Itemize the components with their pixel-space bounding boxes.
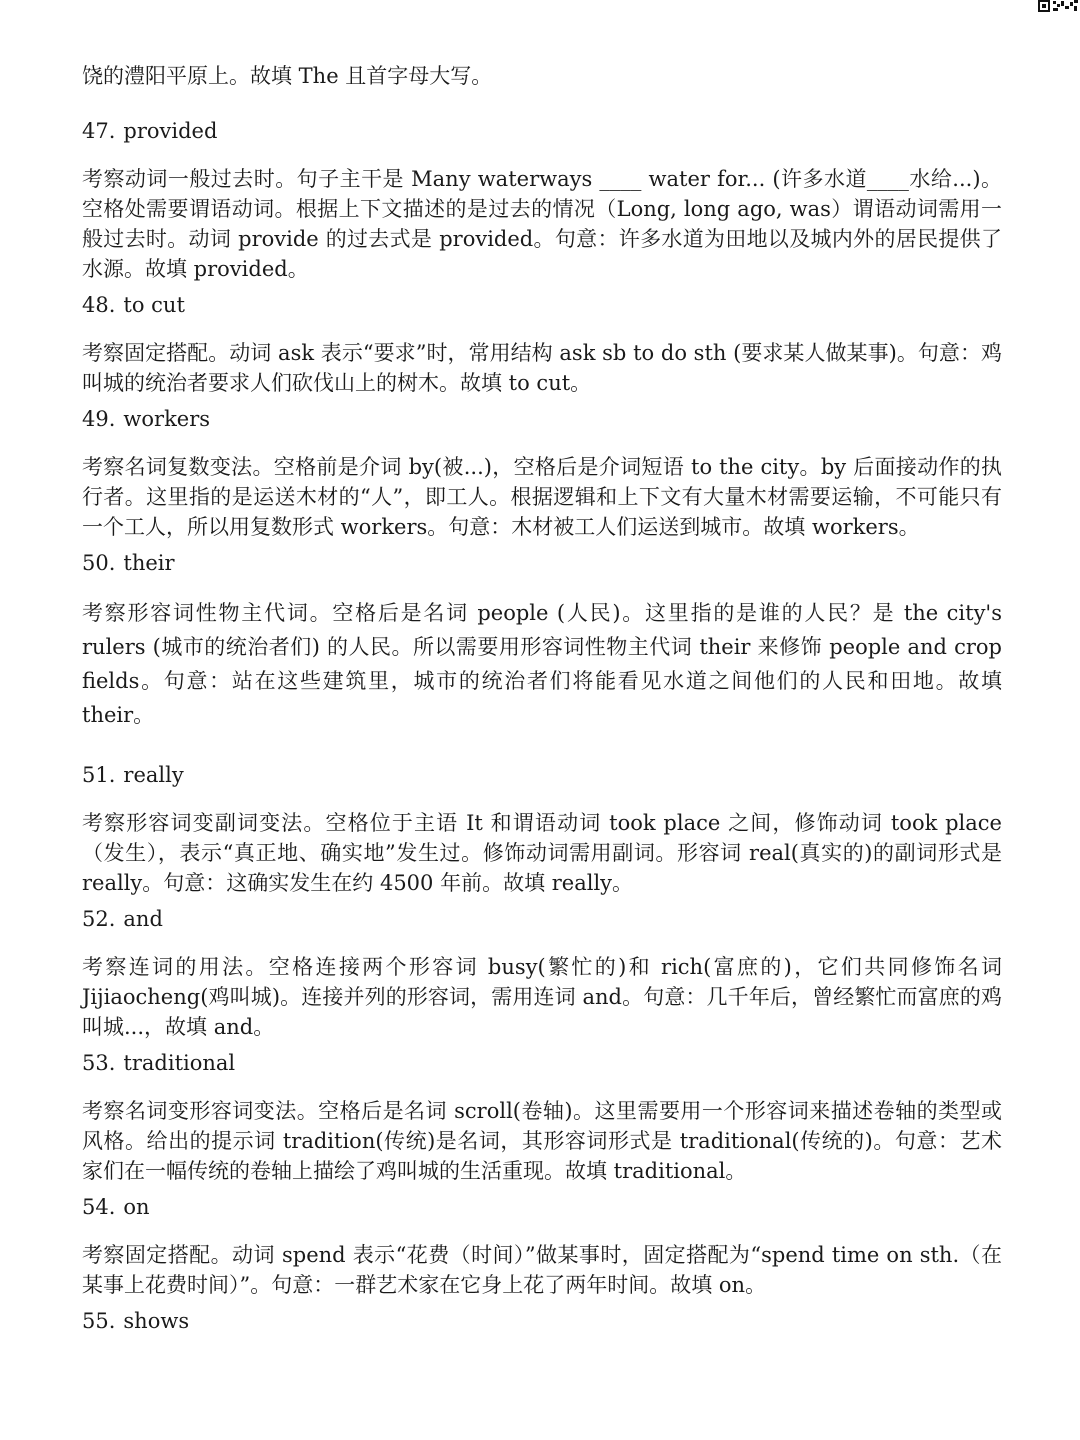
answer-item-53 — [82, 1048, 1002, 1186]
item-number: 54. — [82, 1195, 116, 1219]
item-explanation: 考察形容词变副词变法。空格位于主语 It 和谓语动词 took place 之间，修饰动词 took place（发生），表示“真正地、确实地”发生过。修饰动词需用副词。形容词 real(真实的)的副词形式是 really。句意：这确实发生在约 4500 年前。故填 really。 — [82, 811, 1002, 895]
intro-text: 饶的澧阳平原上。故填 The 且首字母大写。 — [82, 64, 493, 88]
item-explanation: 考察固定搭配。动词 spend 表示“花费（时间）”做某事时，固定搭配为“spend time on sth.（在某事上花费时间）”。句意：一群艺术家在它身上花了两年时间。故填 on。 — [82, 1243, 1002, 1297]
item-answer: shows — [123, 1309, 190, 1333]
item-number: 48. — [82, 293, 116, 317]
item-explanation: 考察动词一般过去时。句子主干是 Many waterways ____ water for... (许多水道____水给...)。空格处需要谓语动词。根据上下文描述的是过去的情况（Long, long ago, was）谓语动词需用一般过去时。动词 provide 的过去式是 provided。句意：许多水道为田地以及城内外的居民提供了水源。故填 provided。 — [82, 167, 1002, 281]
item-answer: on — [123, 1195, 150, 1219]
answer-item-49 — [82, 404, 1002, 542]
item-answer: provided — [123, 119, 218, 143]
item-answer: traditional — [123, 1051, 236, 1075]
answer-item-54 — [82, 1192, 1002, 1300]
item-answer: their — [123, 551, 175, 575]
item-explanation: 考察名词变形容词变法。空格后是名词 scroll(卷轴)。这里需要用一个形容词来描述卷轴的类型或风格。给出的提示词 tradition(传统)是名词，其形容词形式是 traditional(传统的)。句意：艺术家们在一幅传统的卷轴上描绘了鸡叫城的生活重现。故填 traditional。 — [82, 1099, 1002, 1183]
item-number: 47. — [82, 119, 116, 143]
item-explanation: 考察名词复数变法。空格前是介词 by(被...)，空格后是介词短语 to the city。by 后面接动作的执行者。这里指的是运送木材的“人”，即工人。根据逻辑和上下文有大量木材需要运输，不可能只有一个工人，所以用复数形式 workers。句意：木材被工人们运送到城市。故填 workers。 — [82, 455, 1002, 539]
item-number: 55. — [82, 1309, 116, 1333]
item-number: 49. — [82, 407, 116, 431]
item-answer: and — [123, 907, 163, 931]
item-answer: workers — [123, 407, 211, 431]
item-explanation: 考察固定搭配。动词 ask 表示“要求”时，常用结构 ask sb to do sth (要求某人做某事)。句意：鸡叫城的统治者要求人们砍伐山上的树木。故填 to cut。 — [82, 341, 1002, 395]
item-number: 52. — [82, 907, 116, 931]
item-answer: to cut — [123, 293, 185, 317]
item-number: 53. — [82, 1051, 116, 1075]
answer-item-48 — [82, 290, 1002, 398]
answer-item-52 — [82, 904, 1002, 1042]
item-answer: really — [123, 763, 184, 787]
answer-item-50 — [82, 548, 1002, 732]
qr-code-icon — [1036, 0, 1080, 16]
item-explanation: 考察连词的用法。空格连接两个形容词 busy(繁忙的)和 rich(富庶的)，它们共同修饰名词 Jijiaocheng(鸡叫城)。连接并列的形容词，需用连词 and。句意：几千年后，曾经繁忙而富庶的鸡叫城...，故填 and。 — [82, 955, 1002, 1039]
answer-item-55 — [82, 1306, 1002, 1336]
item-number: 51. — [82, 763, 116, 787]
answer-key-page — [82, 60, 1002, 1336]
answer-item-51 — [82, 760, 1002, 898]
item-number: 50. — [82, 551, 116, 575]
answer-item-47 — [82, 116, 1002, 284]
item-explanation: 考察形容词性物主代词。空格后是名词 people (人民)。这里指的是谁的人民？是 the city's rulers (城市的统治者们) 的人民。所以需要用形容词性物主代词 their 来修饰 people and crop fields。句意：站在这些建筑里，城市的统治者们将能看见水道之间他们的人民和田地。故填 their。 — [82, 601, 1002, 727]
